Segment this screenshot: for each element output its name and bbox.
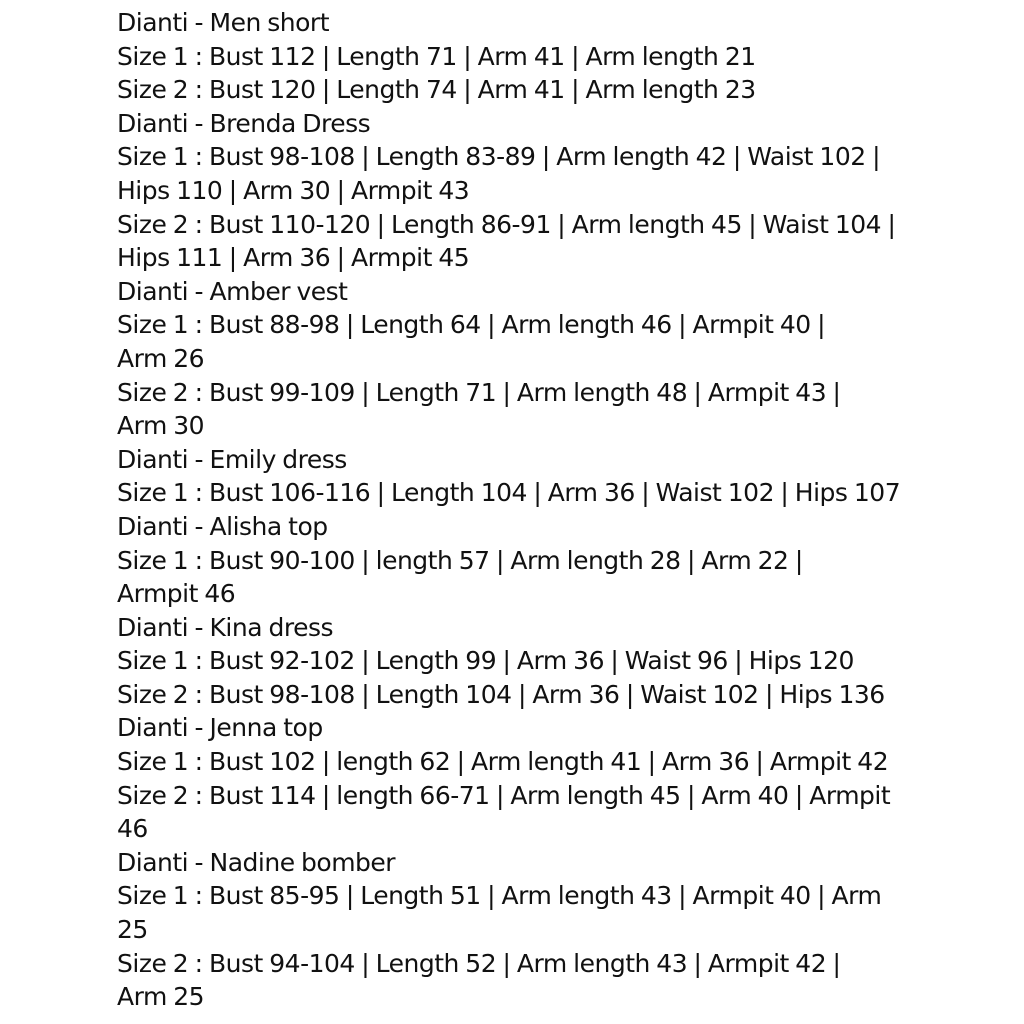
nadine-bomber-size-1: Size 1 : Bust 85-95 | Length 51 | Arm length 43 | Armpit 40 | Arm (117, 881, 882, 911)
product-title-men-short: Dianti - Men short (117, 8, 330, 37)
kina-dress-size-1: Size 1 : Bust 92-102 | Length 99 | Arm 36 | Waist 96 | Hips 120 (117, 646, 854, 676)
amber-vest-size-1-cont: Arm 26 (117, 343, 205, 373)
jenna-top-size-2: Size 2 : Bust 114 | length 66-71 | Arm length 45 | Arm 40 | Armpit (117, 780, 891, 810)
amber-vest-size-2: Size 2 : Bust 99-109 | Length 71 | Arm length 48 | Armpit 43 | (117, 377, 841, 407)
men-short-size-1: Size 1 : Bust 112 | Length 71 | Arm 41 | Arm length 21 (117, 41, 756, 71)
brenda-dress-size-1-cont: Hips 110 | Arm 30 | Armpit 43 (117, 175, 470, 205)
product-title-alisha-top: Dianti - Alisha top (117, 511, 328, 541)
brenda-dress-size-2-cont: Hips 111 | Arm 36 | Armpit 45 (117, 243, 470, 273)
alisha-top-size-1-cont: Armpit 46 (117, 579, 236, 609)
product-title-kina-dress: Dianti - Kina dress (117, 612, 334, 642)
size-chart-document (117, 6, 917, 1014)
kina-dress-size-2: Size 2 : Bust 98-108 | Length 104 | Arm 36 | Waist 102 | Hips 136 (117, 679, 885, 709)
nadine-bomber-size-2-cont: Arm 25 (117, 982, 205, 1012)
product-title-brenda-dress: Dianti - Brenda Dress (117, 108, 371, 138)
jenna-top-size-1: Size 1 : Bust 102 | length 62 | Arm length 41 | Arm 36 | Armpit 42 (117, 747, 889, 777)
product-title-emily-dress: Dianti - Emily dress (117, 444, 347, 474)
men-short-size-2: Size 2 : Bust 120 | Length 74 | Arm 41 | Arm length 23 (117, 75, 756, 105)
nadine-bomber-size-1-cont: 25 (117, 915, 148, 945)
emily-dress-size-1: Size 1 : Bust 106-116 | Length 104 | Arm 36 | Waist 102 | Hips 107 (117, 478, 901, 508)
product-title-nadine-bomber: Dianti - Nadine bomber (117, 847, 396, 877)
alisha-top-size-1: Size 1 : Bust 90-100 | length 57 | Arm length 28 | Arm 22 | (117, 545, 803, 575)
amber-vest-size-1: Size 1 : Bust 88-98 | Length 64 | Arm length 46 | Armpit 40 | (117, 310, 826, 340)
product-title-jenna-top: Dianti - Jenna top (117, 713, 323, 743)
nadine-bomber-size-2: Size 2 : Bust 94-104 | Length 52 | Arm length 43 | Armpit 42 | (117, 948, 841, 978)
product-title-amber-vest: Dianti - Amber vest (117, 276, 348, 306)
jenna-top-size-2-cont: 46 (117, 814, 148, 844)
brenda-dress-size-1: Size 1 : Bust 98-108 | Length 83-89 | Arm length 42 | Waist 102 | (117, 142, 881, 172)
brenda-dress-size-2: Size 2 : Bust 110-120 | Length 86-91 | Arm length 45 | Waist 104 | (117, 209, 896, 239)
amber-vest-size-2-cont: Arm 30 (117, 411, 205, 441)
